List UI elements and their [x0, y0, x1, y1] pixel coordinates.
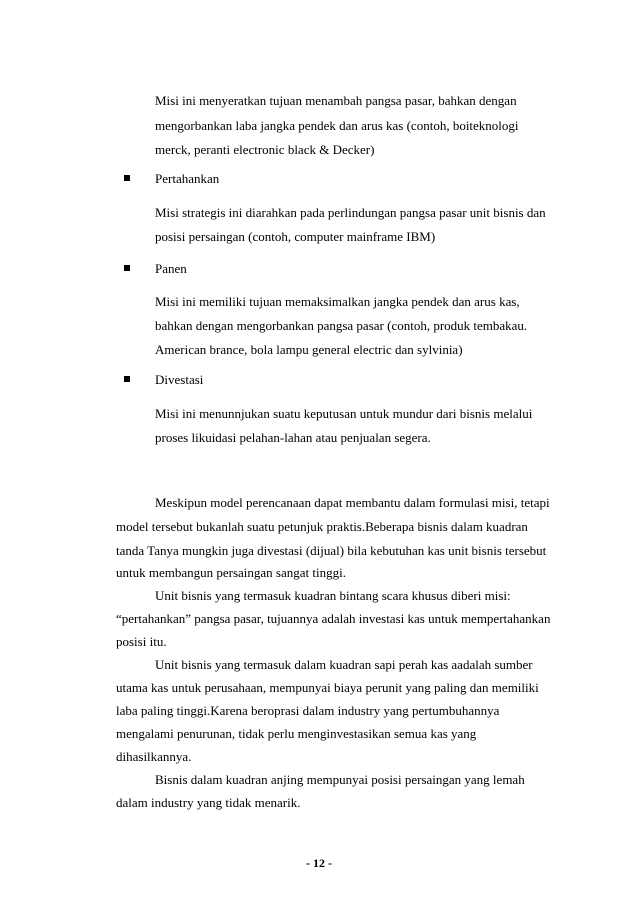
page-number: - 12 - [306, 856, 332, 870]
intro-line: Misi ini menyeratkan tujuan menambah pangsa pasar, bahkan dengan [155, 93, 517, 108]
item-line: posisi persaingan (contoh, computer mainframe IBM) [155, 229, 436, 244]
bullet-icon [124, 265, 130, 271]
bullet-icon [124, 175, 130, 181]
paragraph-line: untuk membangun persaingan sangat tinggi. [116, 565, 346, 580]
bullet-label-divestasi: Divestasi [155, 372, 204, 387]
paragraph-line: tanda Tanya mungkin juga divestasi (dijual) bila kebutuhan kas unit bisnis tersebut [116, 543, 547, 558]
item-line: bahkan dengan mengorbankan pangsa pasar (contoh, produk tembakau. [155, 318, 528, 333]
bullet-icon [124, 376, 130, 382]
item-line: Misi ini memiliki tujuan memaksimalkan jangka pendek dan arus kas, [155, 294, 520, 309]
paragraph-line: utama kas untuk perusahaan, mempunyai biaya perunit yang paling dan memiliki [116, 680, 539, 695]
paragraph-line: Unit bisnis yang termasuk dalam kuadran sapi perah kas aadalah sumber [155, 657, 533, 672]
paragraph-line: model tersebut bukanlah suatu petunjuk praktis.Beberapa bisnis dalam kuadran [116, 519, 528, 534]
intro-line: mengorbankan laba jangka pendek dan arus kas (contoh, boiteknologi [155, 118, 519, 133]
bullet-label-pertahankan: Pertahankan [155, 171, 220, 186]
paragraph-line: dihasilkannya. [116, 749, 192, 764]
paragraph-line: dalam industry yang tidak menarik. [116, 795, 301, 810]
paragraph-line: Meskipun model perencanaan dapat membantu dalam formulasi misi, tetapi [155, 495, 550, 510]
paragraph-line: Unit bisnis yang termasuk kuadran bintang scara khusus diberi misi: [155, 588, 511, 603]
paragraph-line: mengalami penurunan, tidak perlu menginvestasikan semua kas yang [116, 726, 477, 741]
intro-line: merck, peranti electronic black & Decker) [155, 142, 375, 157]
paragraph-line: posisi itu. [116, 634, 167, 649]
paragraph-line: “pertahankan” pangsa pasar, tujuannya adalah investasi kas untuk mempertahankan [116, 611, 551, 626]
item-line: Misi strategis ini diarahkan pada perlindungan pangsa pasar unit bisnis dan [155, 205, 546, 220]
item-line: Misi ini menunnjukan suatu keputusan untuk mundur dari bisnis melalui [155, 406, 533, 421]
bullet-label-panen: Panen [155, 261, 187, 276]
item-line: American brance, bola lampu general electric dan sylvinia) [155, 342, 463, 357]
paragraph-line: Bisnis dalam kuadran anjing mempunyai posisi persaingan yang lemah [155, 772, 525, 787]
item-line: proses likuidasi pelahan-lahan atau penjualan segera. [155, 430, 431, 445]
paragraph-line: laba paling tinggi.Karena beroprasi dalam industry yang pertumbuhannya [116, 703, 500, 718]
